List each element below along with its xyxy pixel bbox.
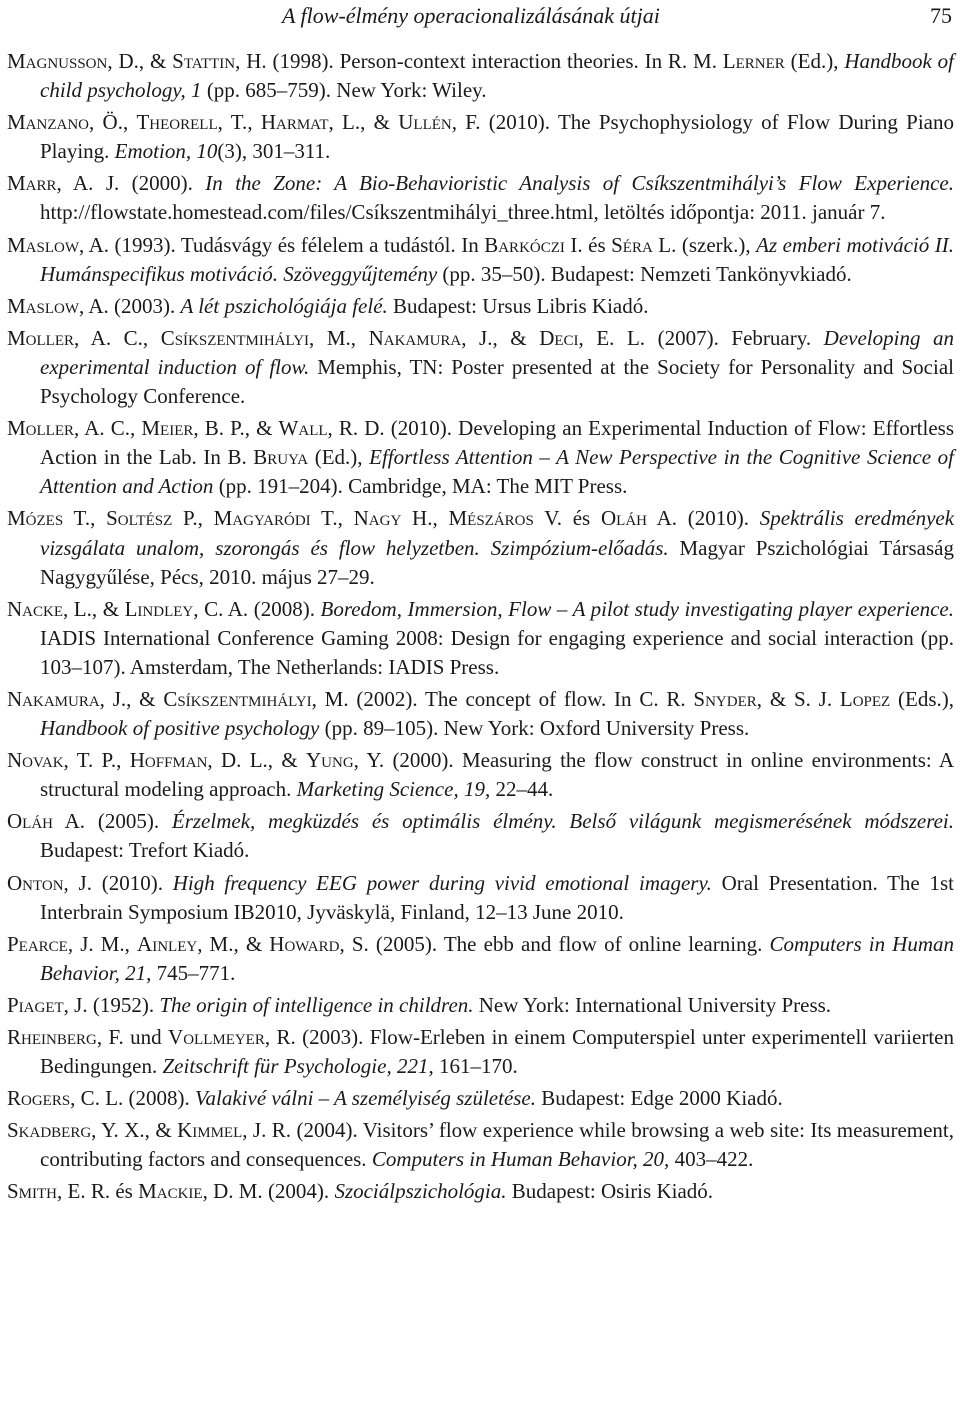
reference-text: (2000). Measuring the flow construct in online environments: A structural modeling approach. <box>40 748 955 802</box>
page-number: 75 <box>930 3 952 28</box>
reference-entry <box>7 414 954 501</box>
reference-entry <box>7 292 954 321</box>
reference-text: (Eds.), <box>890 686 954 711</box>
reference-entry <box>7 169 954 227</box>
reference-text: , & <box>126 686 164 711</box>
reference-author: Hoffman, D. L. <box>129 748 268 773</box>
reference-text: (1952). <box>87 992 160 1017</box>
reference-text: (pp. 89–105). New York: Oxford University Press. <box>319 716 750 741</box>
reference-title: Emotion, 10 <box>114 139 218 164</box>
reference-author: Smith, E. R. <box>7 1179 111 1204</box>
reference-author: Maslow, A. <box>7 293 109 318</box>
reference-author: Rogers, C. L. <box>7 1086 124 1111</box>
reference-text: (2003). <box>108 293 181 318</box>
reference-text: és <box>582 232 612 257</box>
reference-text: (Ed.), <box>784 49 845 73</box>
reference-title: Computers in Human Behavior, 21, <box>40 931 955 985</box>
reference-text: Budapest: Edge 2000 Kiadó. <box>536 1086 783 1111</box>
reference-author: Csíkszentmihályi, M. <box>160 325 351 350</box>
reference-text: , & <box>360 110 399 135</box>
reference-list <box>7 47 954 1210</box>
reference-text: (2008). <box>248 596 321 621</box>
reference-entry <box>7 47 954 105</box>
running-header <box>0 2 960 32</box>
reference-title: Handbook of positive psychology <box>40 716 320 741</box>
reference-author: Lopez <box>839 686 891 711</box>
reference-author: Kimmel, J. R. <box>177 1118 292 1143</box>
reference-text: Budapest: Osiris Kiadó. <box>506 1179 714 1204</box>
reference-entry <box>7 1084 954 1113</box>
reference-author: Harmat, L. <box>260 110 361 135</box>
reference-text: , <box>90 506 107 531</box>
reference-title: Computers in Human Behavior, 20, <box>371 1147 670 1172</box>
reference-text: , & <box>138 49 173 73</box>
reference-title: Érzelmek, megküzdés és optimális élmény. Belső világunk megismerésének módszerei. <box>171 809 954 834</box>
reference-title: Spektrális eredmények vizsgálata unalom, szorongás és flow helyzetben. Szimpózium-előadás. <box>40 506 955 560</box>
reference-author: Wall, R. D. <box>278 416 385 441</box>
reference-author: Moller, A. C. <box>7 416 130 441</box>
reference-title: High frequency EEG power during vivid emotional imagery. <box>172 870 712 895</box>
reference-author: Lerner <box>722 49 785 73</box>
reference-author: Stattin, H. <box>172 49 267 73</box>
reference-author: Oláh A. <box>600 506 678 531</box>
reference-author: Manzano, Ö. <box>7 110 123 135</box>
reference-text: (2005). The ebb and flow of online learning. <box>368 931 770 956</box>
reference-text: 22–44. <box>490 777 554 802</box>
reference-text: Budapest: Ursus Libris Kiadó. <box>387 293 649 318</box>
reference-entry <box>7 1177 954 1206</box>
reference-author: Snyder <box>693 686 757 711</box>
reference-text: (2002). The concept of flow. In C. R. <box>348 686 694 711</box>
reference-text: Budapest: Trefort Kiadó. <box>40 838 250 863</box>
reference-text: und <box>123 1025 169 1049</box>
reference-text: 161–170. <box>433 1054 518 1079</box>
reference-title: Valakivé válni – A személyiség születése. <box>195 1086 537 1111</box>
reference-title: In the Zone: A Bio-Behavioristic Analysis of Csíkszentmihályi’s Flow Experience. <box>205 171 954 196</box>
reference-text: , & <box>91 596 125 621</box>
reference-text: , & S. J. <box>756 686 840 711</box>
reference-author: Magnusson, D. <box>7 49 139 73</box>
reference-author: Yung, Y. <box>305 748 385 773</box>
reference-text: Oral Presentation. The 1st Interbrain Symposium IB2010, Jyväskylä, Finland, 12–13 June 2010. <box>40 870 954 924</box>
reference-text: és <box>561 506 601 531</box>
reference-author: Skadberg, Y. X. <box>7 1118 145 1143</box>
reference-author: Pearce, J. M. <box>7 931 125 956</box>
reference-text: (2010). The Psychophysiology of Flow During Piano Playing. <box>40 110 954 164</box>
reference-text: IADIS International Conference Gaming 2008: Design for engaging experience and social interaction (pp. 103–107). Amsterdam, The Netherlands: IADIS Press. <box>40 625 954 679</box>
reference-text: http://flowstate.homestead.com/files/Csíkszentmihályi_three.html, letöltés időpontja: 2011. január 7. <box>40 200 886 225</box>
reference-text: (1993). Tudásvágy és félelem a tudástól. In <box>109 232 485 257</box>
reference-author: Marr, A. J. <box>7 171 120 196</box>
reference-text: , <box>130 416 142 441</box>
reference-text: (1998). Person-context interaction theories. In R. M. <box>266 49 723 73</box>
reference-author: Maslow, A. <box>7 232 109 257</box>
reference-text: , <box>337 506 354 531</box>
reference-text: , & <box>267 748 306 773</box>
reference-text: (Ed.), <box>308 445 370 470</box>
reference-author: Nagy H. <box>353 506 433 531</box>
reference-text: , <box>247 110 261 135</box>
reference-author: Vollmeyer, R. <box>168 1025 296 1049</box>
reference-title: The origin of intelligence in children. <box>159 992 474 1017</box>
reference-title: Az emberi motiváció II. Humánspecifikus motiváció. Szöveggyűjtemény <box>40 232 954 286</box>
reference-text: , <box>197 506 214 531</box>
reference-text: (2004). Visitors’ flow experience while browsing a web site: Its measurement, contributing factors and consequences. <box>40 1118 955 1172</box>
reference-author: Mackie, D. M. <box>138 1179 263 1204</box>
reference-entry <box>7 746 954 804</box>
reference-text: 403–422. <box>669 1147 754 1172</box>
reference-entry <box>7 685 954 743</box>
reference-author: Novak, T. P. <box>7 748 117 773</box>
reference-text: , <box>122 110 137 135</box>
reference-text: Memphis, TN: Poster presented at the Society for Personality and Social Psychology Conference. <box>40 354 954 409</box>
reference-text: , & <box>144 1118 178 1143</box>
reference-entry <box>7 1116 954 1174</box>
reference-text: (2000). <box>119 171 206 196</box>
reference-title: Zeitschrift für Psychologie, 221, <box>162 1054 434 1079</box>
reference-author: Magyaródi T. <box>213 506 338 531</box>
reference-author: Rheinberg, F. <box>7 1025 124 1049</box>
reference-author: Deci, E. L. <box>539 325 646 350</box>
reference-author: Onton, J. <box>7 870 92 895</box>
reference-author: Mészáros V. <box>448 506 562 531</box>
reference-text: , & <box>233 931 270 956</box>
reference-title: Marketing Science, 19, <box>296 777 491 802</box>
reference-text: (2004). <box>262 1179 335 1204</box>
reference-text: (pp. 685–759). New York: Wiley. <box>201 78 487 103</box>
reference-text: New York: International University Press. <box>473 992 832 1017</box>
reference-text: (szerk.), <box>676 232 757 257</box>
reference-author: Nacke, L. <box>7 596 92 621</box>
reference-title: Boredom, Immersion, Flow – A pilot study investigating player experience. <box>320 596 954 621</box>
reference-author: Meier, B. P. <box>141 416 245 441</box>
reference-title: Effortless Attention – A New Perspective in the Cognitive Science of Attention and Action <box>40 445 954 499</box>
reference-text: , <box>142 325 161 350</box>
reference-text: (2003). Flow-Erleben in einem Computerspiel unter experimentell variierten Bedingungen. <box>40 1025 954 1079</box>
running-title: A flow-élmény operacionalizálásának útjai <box>282 3 660 28</box>
reference-entry <box>7 930 954 988</box>
reference-title: A lét pszichológiája felé. <box>180 293 388 318</box>
reference-entry <box>7 869 954 927</box>
reference-author: Barkóczi I. <box>484 232 583 257</box>
reference-text: , & <box>244 416 279 441</box>
reference-text: (2005). <box>85 809 172 834</box>
reference-author: Theorell, T. <box>136 110 248 135</box>
reference-text: (3), 301–311. <box>217 139 331 164</box>
reference-text: , <box>124 931 138 956</box>
reference-author: Ullén, F. <box>398 110 481 135</box>
reference-entry <box>7 807 954 865</box>
reference-entry <box>7 595 954 682</box>
reference-title: Developing an experimental induction of flow. <box>40 325 955 379</box>
reference-text: (2010). <box>91 870 173 895</box>
reference-title: Handbook of child psychology, 1 <box>40 49 954 103</box>
reference-text: (pp. 35–50). Budapest: Nemzeti Tankönyvkiadó. <box>437 261 852 286</box>
reference-author: Moller, A. C. <box>7 325 143 350</box>
reference-text: , <box>432 506 449 531</box>
reference-entry <box>7 504 954 591</box>
reference-entry <box>7 231 954 289</box>
reference-author: Mózes T. <box>7 506 91 531</box>
reference-author: Piaget, J. <box>7 992 88 1017</box>
reference-author: Csíkszentmihályi, M. <box>163 686 349 711</box>
reference-author: Oláh A. <box>7 809 86 834</box>
reference-text: (pp. 191–204). Cambridge, MA: The MIT Press. <box>213 474 628 499</box>
reference-author: Nakamura, J. <box>7 686 127 711</box>
reference-author: Howard, S. <box>269 931 369 956</box>
reference-text: Magyar Pszichológiai Társaság Nagygyűlése, Pécs, 2010. május 27–29. <box>40 535 954 589</box>
reference-entry <box>7 324 954 411</box>
reference-text: , & <box>492 325 540 350</box>
reference-text: (2008). <box>123 1086 196 1111</box>
reference-entry <box>7 991 954 1020</box>
reference-title: Szociálpszichológia. <box>334 1179 507 1204</box>
reference-author: Bruya <box>253 445 309 470</box>
reference-author: Soltész P. <box>106 506 198 531</box>
reference-entry <box>7 1023 954 1081</box>
reference-author: Nakamura, J. <box>368 325 493 350</box>
reference-text: , <box>116 748 130 773</box>
reference-text: (2007). February. <box>645 325 824 350</box>
reference-entry <box>7 108 954 166</box>
reference-author: Ainley, M. <box>137 931 234 956</box>
reference-text: 745–771. <box>151 960 236 985</box>
reference-text: és <box>110 1179 139 1204</box>
reference-text: , <box>350 325 369 350</box>
reference-author: Lindley, C. A. <box>124 596 249 621</box>
reference-text: (2010). <box>677 506 760 531</box>
reference-author: Séra L. <box>611 232 677 257</box>
reference-text: (2010). Developing an Experimental Induction of Flow: Effortless Action in the Lab. In B. <box>40 416 955 470</box>
